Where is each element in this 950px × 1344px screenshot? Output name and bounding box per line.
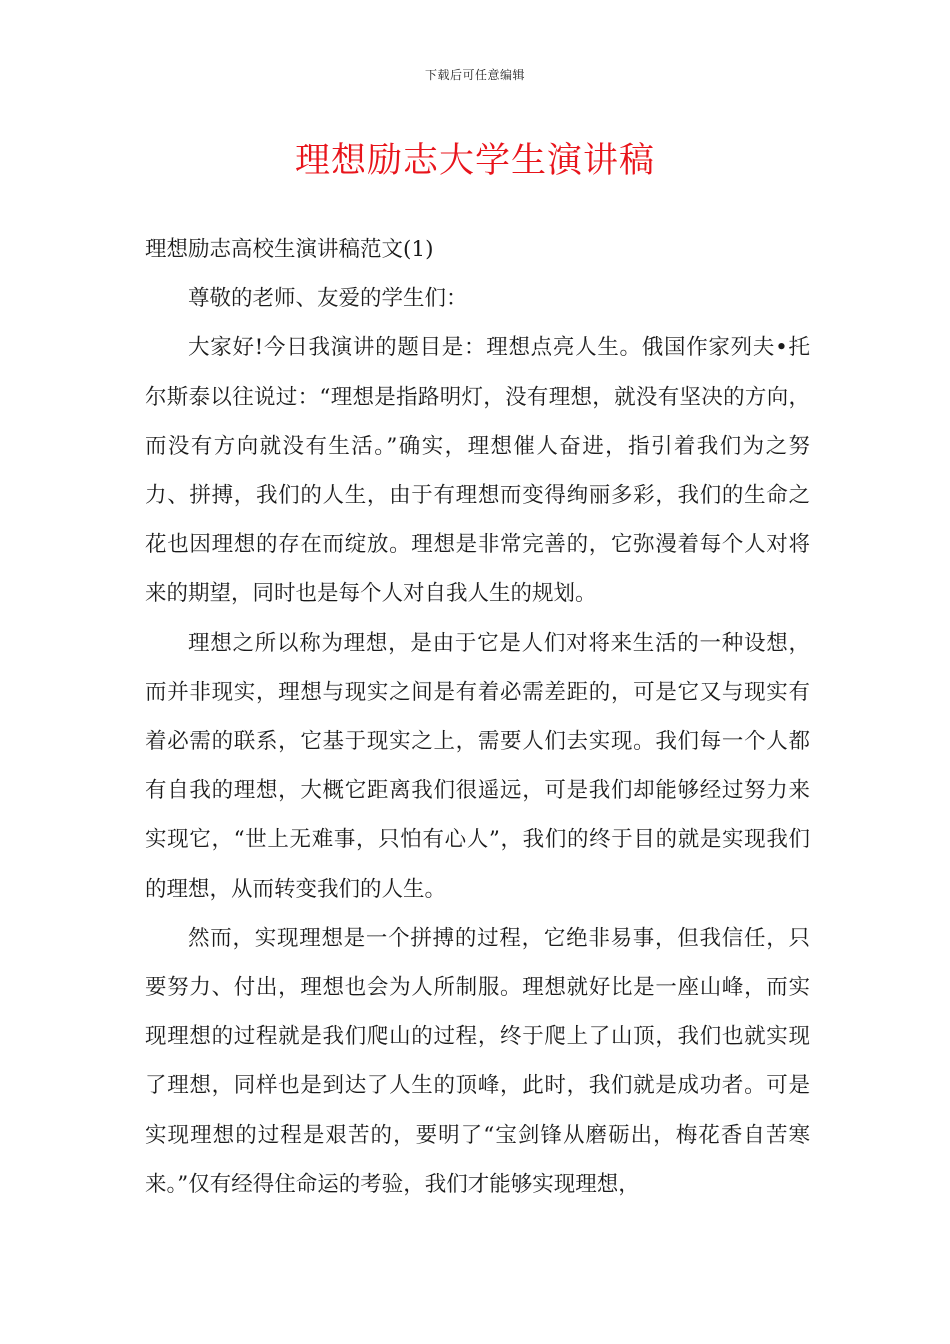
document-title: 理想励志大学生演讲稿	[294, 141, 655, 181]
document-subtitle: 理想励志高校生演讲稿范文(1)	[145, 237, 434, 262]
paragraph-2: 理想之所以称为理想，是由于它是人们对将来生活的一种设想，而并非现实，理想与现实之间是有着必需差距的，可是它又与现实有着必需的联系，它基于现实之上，需要人们去实现。我们每一个人都有自我的理想，大概它距离我们很遥远，可是我们却能够经过努力来实现它，“世上无难事，只怕有心人”，我们的终于目的就是实现我们的理想，从而转变我们的人生。	[145, 630, 810, 902]
header-note: 下载后可任意编辑	[424, 68, 525, 82]
greeting: 尊敬的老师、友爱的学生们：	[188, 286, 468, 312]
paragraph-1: 大家好!今日我演讲的题目是：理想点亮人生。俄国作家列夫•托尔斯泰以往说过：“理想是指路明灯，没有理想，就没有坚决的方向，而没有方向就没有生活。”确实，理想催人奋进，指引着我们为之努力、拼搏，我们的人生，由于有理想而变得绚丽多彩，我们的生命之花也因理想的存在而绽放。理想是非常完善的，它弥漫着每个人对将来的期望，同时也是每个人对自我人生的规划。	[145, 335, 810, 607]
document-body	[145, 225, 810, 1209]
paragraph-3: 然而，实现理想是一个拼搏的过程，它绝非易事，但我信任，只要努力、付出，理想也会为人所制服。理想就好比是一座山峰，而实现理想的过程就是我们爬山的过程，终于爬上了山顶，我们也就实现了理想，同样也是到达了人生的顶峰，此时，我们就是成功者。可是实现理想的过程是艰苦的，要明了“宝剑锋从磨砺出，梅花香自苦寒来。”仅有经得住命运的考验，我们才能够实现理想，	[145, 925, 810, 1197]
